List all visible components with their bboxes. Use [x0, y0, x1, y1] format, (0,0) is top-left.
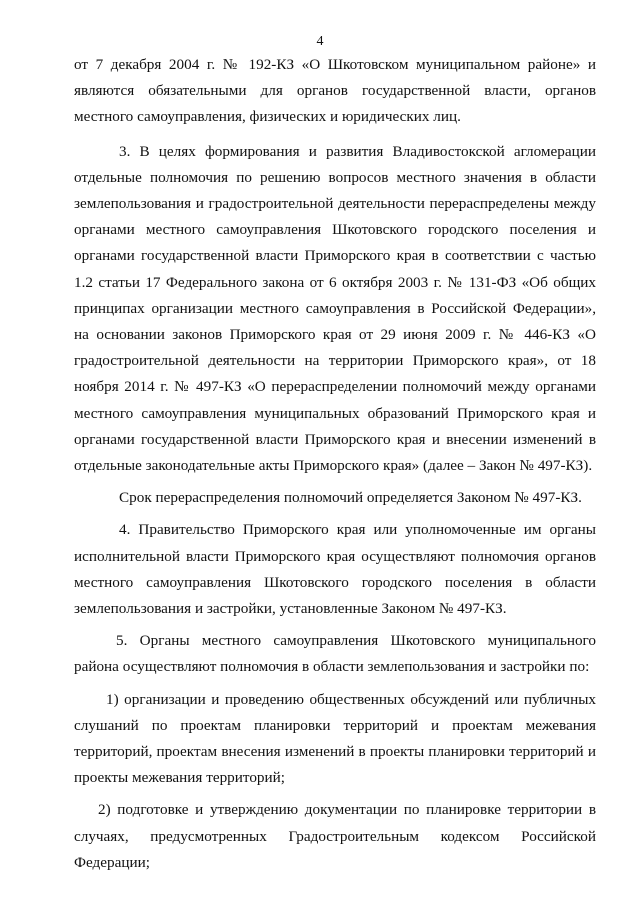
- paragraph-item-4: 4. Правительство Приморского края или уполномоченные им органы исполнительной власти Приморского края осуществляют полномочия органов местного самоуправления Шкотовского городского поселения в области землепользования и застройки, установленные Законом № 497-КЗ.: [74, 521, 596, 618]
- page-number: 4: [316, 34, 324, 49]
- paragraph-item-3: 3. В целях формирования и развития Владивостокской агломерации отдельные полномочия по решению вопросов местного значения в области землепользования и градостроительной деятельности перераспределены между органами местного самоуправления Шкотовского городского поселения и органами государственной власти Приморского края в соответствии с частью 1.2 статьи 17 Федерального закона от 6 октября 2003 г. № 131-ФЗ «Об общих принципах организации местного самоуправления в Российской Федерации», на основании законов Приморского края от 29 июня 2009 г. № 446-КЗ «О градостроительной деятельности на территории Приморского края», от 18 ноября 2014 г. № 497-КЗ «О перераспределении полномочий между органами местного самоуправления муниципальных образований Приморского края и органами государственной власти Приморского края и внесении изменений в отдельные законодательные акты Приморского края» (далее – Закон № 497-КЗ).: [74, 142, 596, 475]
- document-body: [74, 52, 596, 876]
- list-item-1: 1) организации и проведению общественных обсуждений или публичных слушаний по проектам планировки территорий и проектам межевания территорий, проектам внесения изменений в проекты планировки территорий и проекты межевания территорий;: [74, 690, 596, 787]
- paragraph-continuation: от 7 декабря 2004 г. № 192-КЗ «О Шкотовском муниципальном районе» и являются обязательными для органов государственной власти, органов местного самоуправления, физических и юридических лиц.: [74, 56, 596, 126]
- paragraph-item-5: 5. Органы местного самоуправления Шкотовского муниципального района осуществляют полномочия в области землепользования и застройки по:: [74, 632, 596, 676]
- paragraph-term: Срок перераспределения полномочий определяется Законом № 497-КЗ.: [119, 489, 582, 507]
- list-item-2: 2) подготовке и утверждению документации по планировке территории в случаях, предусмотренных Градостроительным кодексом Российской Федерации;: [74, 801, 596, 871]
